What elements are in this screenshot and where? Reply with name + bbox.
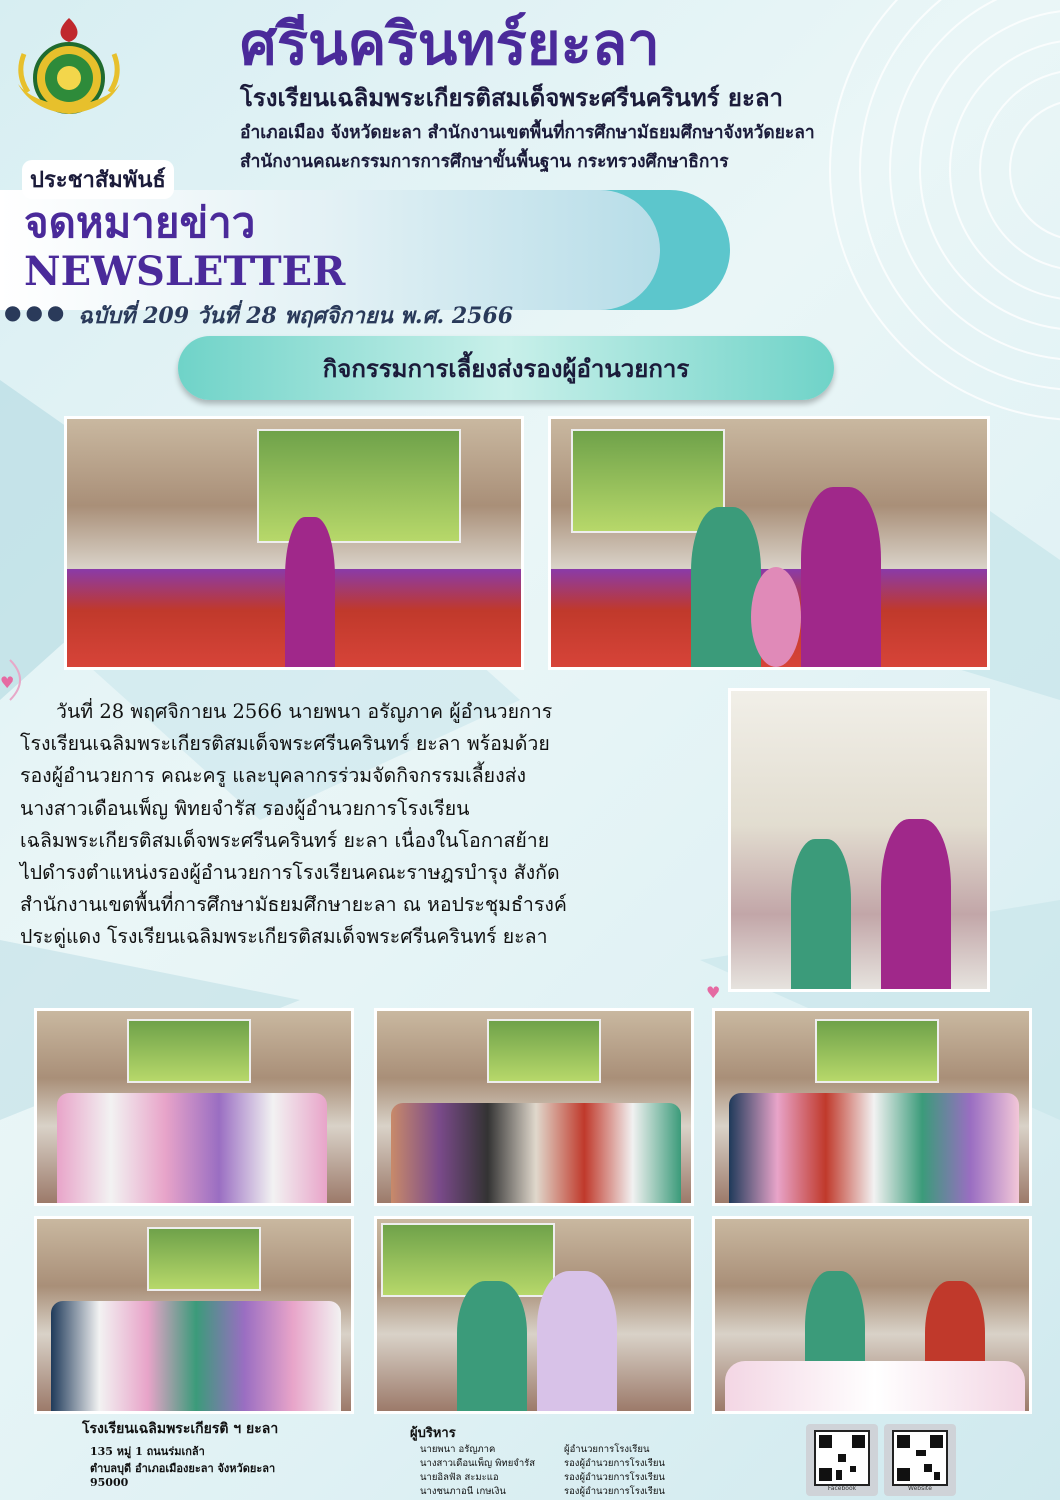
school-name-large: ศรีนครินทร์ยะลา: [240, 10, 660, 78]
admin-name: นางชนภาอนี เกษเงิน: [420, 1486, 506, 1497]
header-line3: สำนักงานคณะกรรมการการศึกษาขั้นพื้นฐาน กระทรวงศึกษาธิการ: [240, 152, 729, 172]
qr-label: Facebook: [827, 1485, 857, 1492]
svg-text:♥: ♥: [0, 673, 15, 692]
body-line: โรงเรียนเฉลิมพระเกียรติสมเด็จพระศรีนครินทร์ ยะลา พร้อมด้วย: [20, 732, 550, 756]
address-line: ตำบลบุดี อำเภอเมืองยะลา จังหวัดยะลา: [90, 1462, 276, 1475]
newsletter-title-en: NEWSLETTER: [24, 248, 346, 295]
admin-role: รองผู้อำนวยการโรงเรียน: [564, 1486, 665, 1497]
photo-gift: [728, 688, 990, 992]
admin-name: นายอิลฟัล สะมะแอ: [420, 1472, 499, 1483]
photo-group-4: [34, 1216, 354, 1414]
admin-role: ผู้อำนวยการโรงเรียน: [564, 1444, 650, 1455]
body-text: [20, 696, 720, 954]
admin-role: รองผู้อำนวยการโรงเรียน: [564, 1472, 665, 1483]
issue-line: ฉบับที่ 209 วันที่ 28 พฤศจิกายน พ.ศ. 2566: [78, 303, 514, 329]
admin-role: รองผู้อำนวยการโรงเรียน: [564, 1458, 665, 1469]
admin-name: นายพนา อรัญภาค: [420, 1444, 496, 1455]
address-title: โรงเรียนเฉลิมพระเกียรติ ฯ ยะลา: [82, 1421, 279, 1437]
body-line: รองผู้อำนวยการ คณะครู และบุคลากรร่วมจัดกิจกรรมเลี้ยงส่ง: [20, 764, 527, 788]
body-line: ประดู่แดง โรงเรียนเฉลิมพระเกียรติสมเด็จพระศรีนครินทร์ ยะลา: [20, 925, 548, 949]
qr-code-icon: [814, 1430, 870, 1486]
body-line: วันที่ 28 พฤศจิกายน 2566 นายพนา อรัญภาค ผู้อำนวยการ: [56, 700, 553, 723]
photo-group-1: [34, 1008, 354, 1206]
address-line: 135 หมู่ 1 ถนนร่มเกล้า: [90, 1445, 205, 1458]
photo-bouquet: [548, 416, 990, 670]
newsletter-title-thai: จดหมายข่าว: [24, 198, 256, 247]
admin-name: นางสาวเดือนเพ็ญ พิทยจำรัส: [420, 1458, 536, 1469]
svg-text:♥: ♥: [706, 983, 721, 1002]
address-line: 95000: [90, 1476, 129, 1489]
body-line: ไปดำรงตำแหน่งรองผู้อำนวยการโรงเรียนคณะราษฎรบำรุง สังกัด: [20, 861, 560, 885]
qr-code-icon: [892, 1430, 948, 1486]
issue-dots: ●●●: [4, 300, 69, 324]
pr-label: ประชาสัมพันธ์: [22, 160, 174, 199]
admin-title: ผู้บริหาร: [410, 1426, 456, 1441]
school-full-name: โรงเรียนเฉลิมพระเกียรติสมเด็จพระศรีนครินทร์ ยะลา: [240, 84, 784, 112]
qr-label: Website: [908, 1485, 932, 1492]
photo-group-3: [712, 1008, 1032, 1206]
activity-title: กิจกรรมการเลี้ยงส่งรองผู้อำนวยการ: [322, 354, 690, 383]
qr-facebook-card[interactable]: [806, 1424, 878, 1496]
photo-group-2: [374, 1008, 694, 1206]
activity-title-pill: [178, 336, 834, 400]
photo-gift-2: [374, 1216, 694, 1414]
photo-party: [712, 1216, 1032, 1414]
body-line: เฉลิมพระเกียรติสมเด็จพระศรีนครินทร์ ยะลา เนื่องในโอกาสย้าย: [20, 828, 550, 852]
header-line2: อำเภอเมือง จังหวัดยะลา สำนักงานเขตพื้นที่การศึกษามัธยมศึกษาจังหวัดยะลา: [240, 123, 815, 143]
body-line: นางสาวเดือนเพ็ญ พิทยจำรัส รองผู้อำนวยการโรงเรียน: [20, 796, 470, 820]
photo-speech: [64, 416, 524, 670]
qr-website-card[interactable]: [884, 1424, 956, 1496]
body-line: สำนักงานเขตพื้นที่การศึกษามัธยมศึกษายะลา ณ หอประชุมธำรงค์: [20, 893, 567, 917]
school-logo: [14, 14, 124, 124]
